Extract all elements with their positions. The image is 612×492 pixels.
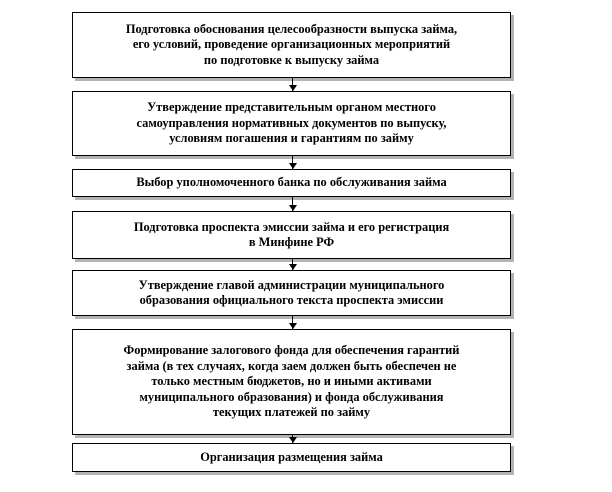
arrow-6 [289, 435, 297, 443]
arrow-5 [289, 316, 297, 329]
step-box-1 [72, 12, 511, 78]
step-text-7: Организация размещения займа [200, 449, 383, 464]
step-box-4 [72, 211, 511, 259]
step-text-2: Утверждение представительным органом местного самоуправления нормативных документов по выпуску, условиям погашения и гарантиям по займу [136, 100, 447, 146]
step-text-6: Формирование залогового фонда для обеспечения гарантий займа (в тех случаях, когда заем должен быть обеспечен не только местным бюджетов, но и иными активами муниципального образования) и фонда обслуживания текущих платежей по займу [123, 343, 460, 420]
step-box-7 [72, 443, 511, 472]
step-box-2 [72, 91, 511, 156]
arrow-1 [289, 78, 297, 91]
step-box-5 [72, 270, 511, 316]
arrow-2 [289, 156, 297, 169]
arrow-3 [289, 197, 297, 211]
step-box-6 [72, 329, 511, 435]
step-text-5: Утверждение главой администрации муниципального образования официального текста проспекта эмиссии [138, 277, 445, 307]
step-text-1: Подготовка обоснования целесообразности выпуска займа, его условий, проведение организационных мероприятий по подготовке к выпуску займа [125, 21, 458, 67]
step-text-3: Выбор уполномоченного банка по обслуживания займа [136, 175, 447, 190]
step-text-4: Подготовка проспекта эмиссии займа и его регистрация в Минфине РФ [133, 219, 450, 249]
step-box-3 [72, 169, 511, 197]
arrow-4 [289, 259, 297, 270]
